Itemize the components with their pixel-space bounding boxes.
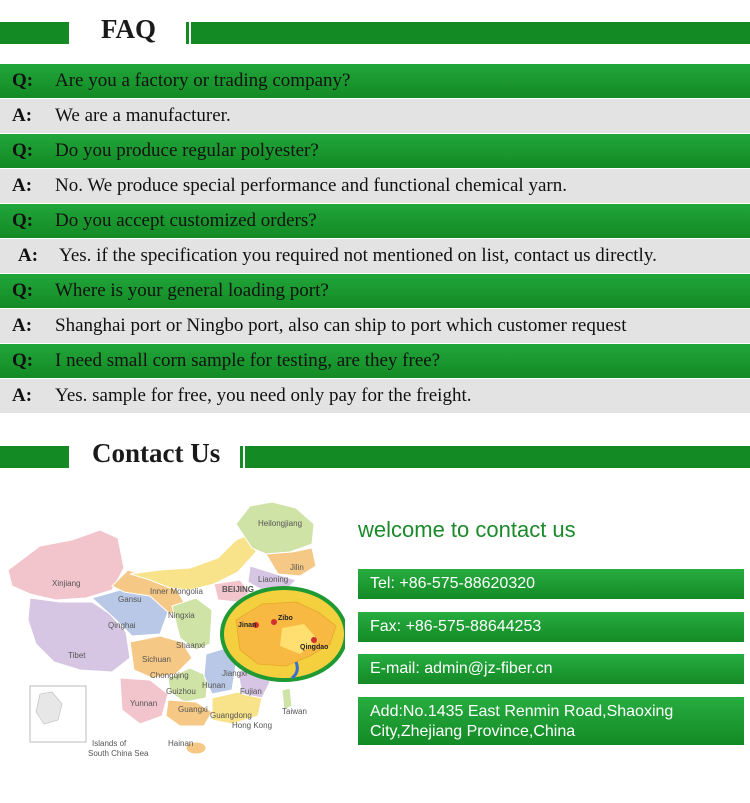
- map-label-qingdao: Qingdao: [300, 644, 329, 651]
- faq-question-text: Are you a factory or trading company?: [55, 70, 351, 91]
- map-label-sichuan: Sichuan: [142, 655, 171, 664]
- faq-question-row: [0, 134, 750, 168]
- a-prefix: A:: [12, 315, 33, 336]
- map-label-south-china-sea: South China Sea: [88, 749, 149, 758]
- email-text: E-mail: admin@jz-fiber.cn: [370, 660, 553, 677]
- faq-question-text: I need small corn sample for testing, are they free?: [55, 350, 441, 371]
- a-prefix: A:: [12, 175, 33, 196]
- map-label-taiwan: Taiwan: [282, 707, 307, 716]
- faq-question-text: Do you produce regular polyester?: [55, 140, 319, 161]
- contact-header-sep: [240, 446, 243, 468]
- faq-answer-row: [0, 379, 750, 413]
- map-label-jilin: Jilin: [290, 563, 304, 572]
- tel-text: Tel: +86-575-88620320: [370, 575, 536, 592]
- map-label-zibo: Zibo: [278, 615, 293, 622]
- address-box: [358, 697, 744, 745]
- q-prefix: Q:: [12, 210, 34, 231]
- map-label-guizhou: Guizhou: [166, 687, 196, 696]
- map-label-tibet: Tibet: [68, 651, 86, 660]
- faq-header-sep: [186, 22, 189, 44]
- contact-header-bar-left: [0, 446, 66, 468]
- faq-header: [0, 10, 750, 58]
- contact-header-sep: [66, 446, 69, 468]
- map-label-beijing: BEIJING: [222, 585, 255, 594]
- map-label-islands-of: Islands of: [92, 739, 127, 748]
- map-label-gansu: Gansu: [118, 595, 142, 604]
- map-label-shaanxi: Shaanxi: [176, 641, 205, 650]
- map-label-inner-mongolia: Inner Mongolia: [150, 587, 203, 596]
- map-region-xinjiang: [8, 530, 124, 600]
- contact-header-bar-right: [245, 446, 750, 468]
- map-label-guangdong: Guangdong: [210, 711, 252, 720]
- map-label-jinan: Jinan: [238, 622, 257, 629]
- faq-title: FAQ: [101, 14, 156, 44]
- faq-answer-row: [0, 239, 750, 273]
- q-prefix: Q:: [12, 140, 34, 161]
- faq-question-text: Do you accept customized orders?: [55, 210, 317, 231]
- china-map-image: [0, 494, 345, 769]
- faq-header-sep: [66, 22, 69, 44]
- map-label-jiangxi: Jiangxi: [222, 669, 247, 678]
- faq-answer-text: Shanghai port or Ningbo port, also can ship to port which customer request: [55, 315, 627, 336]
- faq-header-bar-left: [0, 22, 66, 44]
- map-label-liaoning: Liaoning: [258, 575, 289, 584]
- map-label-chongqing: Chongqing: [150, 671, 189, 680]
- faq-question-text: Where is your general loading port?: [55, 280, 329, 301]
- faq-answer-text: Yes. if the specification you required not mentioned on list, contact us directly.: [59, 245, 657, 266]
- faq-question-row: [0, 64, 750, 98]
- faq-answer-text: We are a manufacturer.: [55, 105, 231, 126]
- q-prefix: Q:: [12, 350, 34, 371]
- q-prefix: Q:: [12, 280, 34, 301]
- fax-text: Fax: +86-575-88644253: [370, 618, 542, 635]
- map-label-guangxi: Guangxi: [178, 705, 208, 714]
- a-prefix: A:: [18, 245, 39, 266]
- fax-box: [358, 612, 744, 642]
- faq-answer-row: [0, 99, 750, 133]
- map-label-xinjiang: Xinjiang: [52, 579, 81, 588]
- faq-answer-text: Yes. sample for free, you need only pay for the freight.: [55, 385, 472, 406]
- faq-question-row: [0, 344, 750, 378]
- faq-header-bar-right: [191, 22, 750, 44]
- faq-answer-text: No. We produce special performance and functional chemical yarn.: [55, 175, 567, 196]
- a-prefix: A:: [12, 105, 33, 126]
- map-label-qinghai: Qinghai: [108, 621, 136, 630]
- map-label-heilongjiang: Heilongjiang: [258, 519, 303, 528]
- q-prefix: Q:: [12, 70, 34, 91]
- address-line-1: Add:No.1435 East Renmin Road,Shaoxing: [370, 703, 674, 720]
- address-line-2: City,Zhejiang Province,China: [370, 723, 576, 740]
- welcome-text: welcome to contact us: [358, 517, 576, 542]
- tel-box: [358, 569, 744, 599]
- map-label-yunnan: Yunnan: [130, 699, 158, 708]
- map-label-fujian: Fujian: [240, 687, 262, 696]
- map-label-hong-kong: Hong Kong: [232, 721, 273, 730]
- contact-header: [0, 434, 750, 482]
- faq-question-row: [0, 274, 750, 308]
- map-label-hainan: Hainan: [168, 739, 194, 748]
- faq-answer-row: [0, 309, 750, 343]
- faq-answer-row: [0, 169, 750, 203]
- faq-question-row: [0, 204, 750, 238]
- contact-title: Contact Us: [92, 438, 221, 468]
- email-box: [358, 654, 744, 684]
- map-label-hunan: Hunan: [202, 681, 226, 690]
- map-label-ningxia: Ningxia: [168, 611, 195, 620]
- a-prefix: A:: [12, 385, 33, 406]
